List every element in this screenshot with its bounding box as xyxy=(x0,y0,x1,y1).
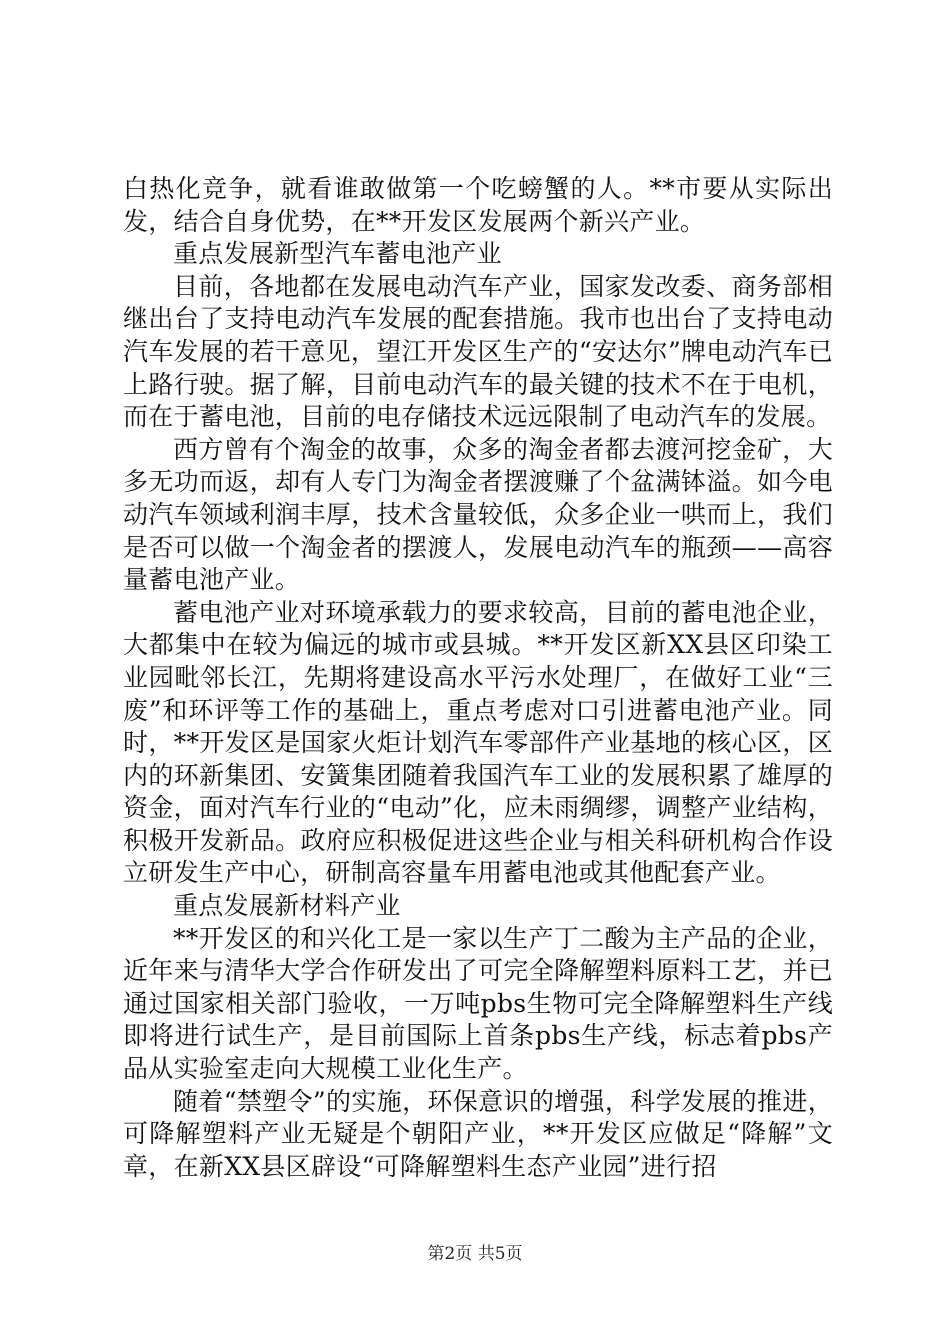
paragraph-plastic-ban: 随着“禁塑令”的实施，环保意识的增强，科学发展的推进，可降解塑料产业无疑是个朝阳产业，**开发区应做足“降解”文章，在新XX县区辟设“可降解塑料生态产业园”进行招 xyxy=(123,1086,833,1181)
page-footer xyxy=(0,1243,950,1265)
section-heading-battery: 重点发展新型汽车蓄电池产业 xyxy=(173,239,502,269)
paragraph-gold-rush-story: 西方曾有个淘金的故事，众多的淘金者都去渡河挖金矿，大多无功而返，却有人专门为淘金者摆渡赚了个盆满钵溢。如今电动汽车领域利润丰厚，技术含量较低，众多企业一哄而上，我们是否可以做一个淘金者的摆渡人，发展电动汽车的瓶颈——高容量蓄电池产业。 xyxy=(123,434,833,595)
page-number-label: 第2页 共5页 xyxy=(427,1244,523,1264)
paragraph-hexing-chemical: **开发区的和兴化工是一家以生产丁二酸为主产品的企业，近年来与清华大学合作研发出了可完全降解塑料原料工艺，并已通过国家相关部门验收，一万吨pbs生物可完全降解塑料生产线即将进行试生产，是目前国际上首条pbs生产线，标志着pbs产品从实验室走向大规模工业化生产。 xyxy=(123,923,833,1084)
section-heading-new-materials: 重点发展新材料产业 xyxy=(173,891,401,921)
paragraph-ev-industry: 目前，各地都在发展电动汽车产业，国家发改委、商务部相继出台了支持电动汽车发展的配套措施。我市也出台了支持电动汽车发展的若干意见，望江开发区生产的“安达尔”牌电动汽车已上路行驶。据了解，目前电动汽车的最关键的技术不在于电机，而在于蓄电池，目前的电存储技术远远限制了电动汽车的发展。 xyxy=(123,271,833,432)
document-body xyxy=(123,173,833,1183)
paragraph-battery-environment: 蓄电池产业对环境承载力的要求较高，目前的蓄电池企业，大都集中在较为偏远的城市或县城。**开发区新XX县区印染工业园毗邻长江，先期将建设高水平污水处理厂，在做好工业“三废”和环评等工作的基础上，重点考虑对口引进蓄电池产业。同时，**开发区是国家火炬计划汽车零部件产业基地的核心区，区内的环新集团、安簧集团随着我国汽车工业的发展积累了雄厚的资金，面对汽车行业的“电动”化，应未雨绸缪，调整产业结构，积极开发新品。政府应积极促进这些企业与相关科研机构合作设立研发生产中心，研制高容量车用蓄电池或其他配套产业。 xyxy=(123,597,833,888)
paragraph-intro-continuation: 白热化竞争，就看谁敢做第一个吃螃蟹的人。**市要从实际出发，结合自身优势，在**开发区发展两个新兴产业。 xyxy=(123,174,833,236)
